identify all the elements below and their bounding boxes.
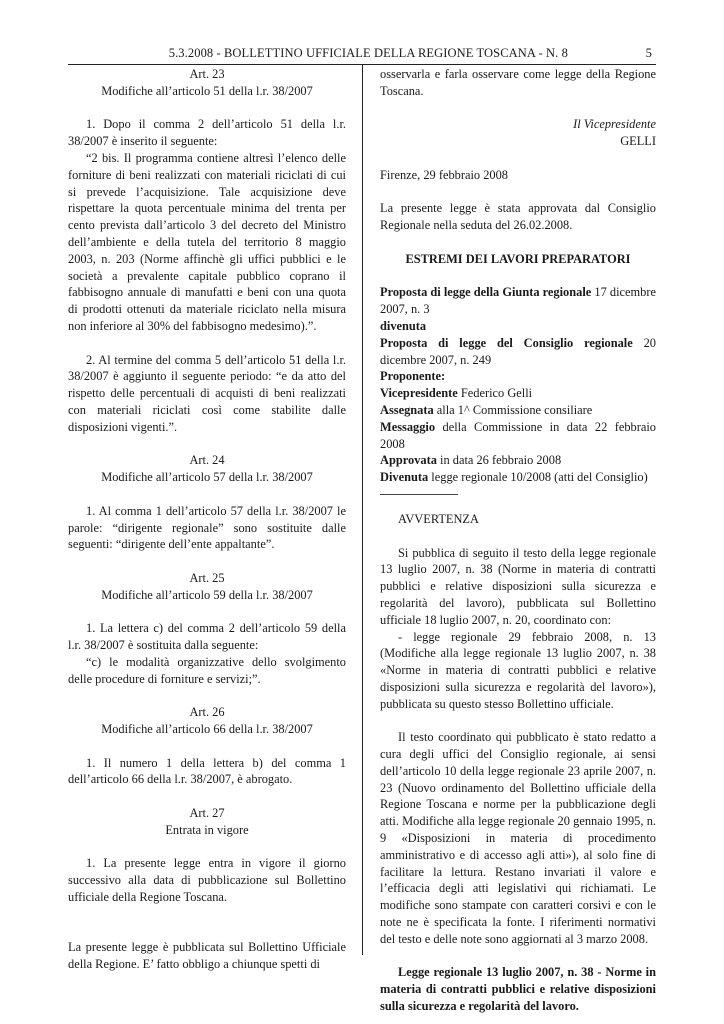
estremi-heading: ESTREMI DEI LAVORI PREPARATORI [405, 251, 631, 266]
column-divider [362, 65, 363, 955]
article-number: Art. 27 [189, 806, 225, 821]
estremi-item: Divenuta legge regionale 10/2008 (atti del Consiglio) [380, 470, 648, 485]
article-number: Art. 25 [189, 570, 225, 585]
closing-paragraph-continued: osservarla e farla osservare come legge della Regione Toscana. [380, 67, 656, 98]
page-number: 5 [645, 46, 652, 60]
estremi-item: Vicepresidente Federico Gelli [380, 386, 533, 401]
left-column [68, 66, 346, 973]
bulletin-title: 5.3.2008 - BOLLETTINO UFFICIALE DELLA REGIONE TOSCANA - N. 8 [168, 46, 568, 60]
estremi-item: divenuta [380, 318, 427, 333]
paragraph: Il testo coordinato qui pubblicato è stato redatto a cura degli uffici del Consiglio regionale, ai sensi dell’articolo 10 della legge regionale 23 aprile 2007, n. 23 (Nuovo ordinamento del Bollettino ufficiale della Regione Toscana e norme per la pubblicazione degli atti. Modifiche alla legge regionale 20 gennaio 1995, n. 9 «Disposizioni in materia di procedimento amministrativo e di accesso agli atti»), al solo fine di facilitare la lettura. Restano invariati il valore e l’efficacia degli atti legislativi qui richiamati. Le modifiche sono stampate con caratteri corsivi e con le note ne è specificata la fonte. I riferimenti normativi del testo e delle note sono aggiornati al 3 marzo 2008. [380, 730, 656, 946]
quoted-paragraph: “2 bis. Il programma contiene altresì l’elenco delle forniture di beni realizzati con materiali riciclati di cui si prevede l’acquisizione. Tale acquisizione deve rispettare la quota percentuale minima del trenta per cento prevista dall’articolo 3 del decreto del Ministro dell’ambiente e della tutela del territorio 8 maggio 2003, n. 203 (Norme affinchè gli uffici pubblici e le società a prevalente capitale pubblico coprano il fabbisogno annuale di manufatti e beni con una quota di prodotti ottenuti da materiale riciclato nella misura non inferiore al 30% del fabbisogno medesimo).”. [68, 150, 346, 333]
quoted-paragraph: “c) le modalità organizzative dello svolgimento delle procedure di forniture e servizi;”. [68, 654, 346, 686]
article-title: Modifiche all’articolo 57 della l.r. 38/2007 [101, 470, 313, 485]
estremi-item: Assegnata alla 1^ Commissione consiliare [380, 402, 593, 417]
right-column [380, 66, 656, 1015]
estremi-item: Proposta di legge della Giunta regionale 17 dicembre 2007, n. 3 [380, 285, 657, 317]
paragraph: 1. Il numero 1 della lettera b) del comma 1 dell’articolo 66 della l.r. 38/2007, è abrogato. [68, 755, 346, 787]
paragraph: Si pubblica di seguito il testo della legge regionale 13 luglio 2007, n. 38 (Norme in materia di contratti pubblici e relative disposizioni sulla sicurezza e regolarità del lavoro), pubblicata sul Bollettino ufficiale 18 luglio 2007, n. 20, coordinato con: [380, 545, 656, 627]
law-title: Legge regionale 13 luglio 2007, n. 38 - Norme in materia di contratti pubblici e relative disposizioni sulla sicurezza e regolarità del lavoro. [380, 965, 656, 1014]
place-date: Firenze, 29 febbraio 2008 [380, 167, 508, 182]
article-number: Art. 23 [189, 67, 225, 81]
article-number: Art. 26 [189, 705, 225, 720]
signature-name: GELLI [620, 134, 656, 149]
estremi-item: Proposta di legge del Consiglio regionale 20 dicembre 2007, n. 249 [380, 335, 656, 367]
article-title: Modifiche all’articolo 51 della l.r. 38/2007 [101, 83, 313, 98]
page-header [68, 46, 656, 64]
article-title: Entrata in vigore [165, 822, 249, 837]
estremi-item: Approvata in data 26 febbraio 2008 [380, 453, 562, 468]
signature-role: Il Vicepresidente [573, 117, 656, 132]
paragraph: 1. La lettera c) del comma 2 dell’articolo 59 della l.r. 38/2007 è sostituita dalla seguente: [68, 621, 346, 653]
section-separator [380, 494, 458, 495]
article-title: Modifiche all’articolo 59 della l.r. 38/2007 [101, 587, 313, 602]
paragraph: 1. La presente legge entra in vigore il giorno successivo alla data di pubblicazione sul Bollettino ufficiale della Regione Toscana. [68, 856, 346, 905]
paragraph: 1. Al comma 1 dell’articolo 57 della l.r. 38/2007 le parole: “dirigente regionale” sono sostituite dalle seguenti: “dirigente dell’ente appaltante”. [68, 503, 346, 552]
paragraph: 2. Al termine del comma 5 dell’articolo 51 della l.r. 38/2007 è aggiunto il seguente periodo: “e da atto del rispetto delle percentuali di acquisti di beni realizzati con materiali riciclati così come stabilite dalle disposizioni vigenti.”. [68, 352, 346, 434]
paragraph: 1. Dopo il comma 2 dell’articolo 51 della l.r. 38/2007 è inserito il seguente: [68, 117, 346, 149]
estremi-item: Proponente: [380, 369, 446, 384]
paragraph: - legge regionale 29 febbraio 2008, n. 13 (Modifiche alla legge regionale 13 luglio 2007, n. 38 «Norme in materia di contratti pubblici e relative disposizioni sulla sicurezza e regolarità del lavoro»), pubblicata su questo stesso Bollettino ufficiale. [380, 629, 656, 711]
estremi-item: Messaggio della Commissione in data 22 febbraio 2008 [380, 419, 656, 451]
article-title: Modifiche all’articolo 66 della l.r. 38/2007 [101, 722, 313, 737]
closing-paragraph: La presente legge è pubblicata sul Bollettino Ufficiale della Regione. E’ fatto obbligo a chiunque spetti di [68, 940, 346, 972]
avvertenza-heading: AVVERTENZA [398, 511, 479, 526]
article-number: Art. 24 [189, 453, 225, 468]
approval-note: La presente legge è stata approvata dal Consiglio Regionale nella seduta del 26.02.2008. [380, 201, 656, 233]
